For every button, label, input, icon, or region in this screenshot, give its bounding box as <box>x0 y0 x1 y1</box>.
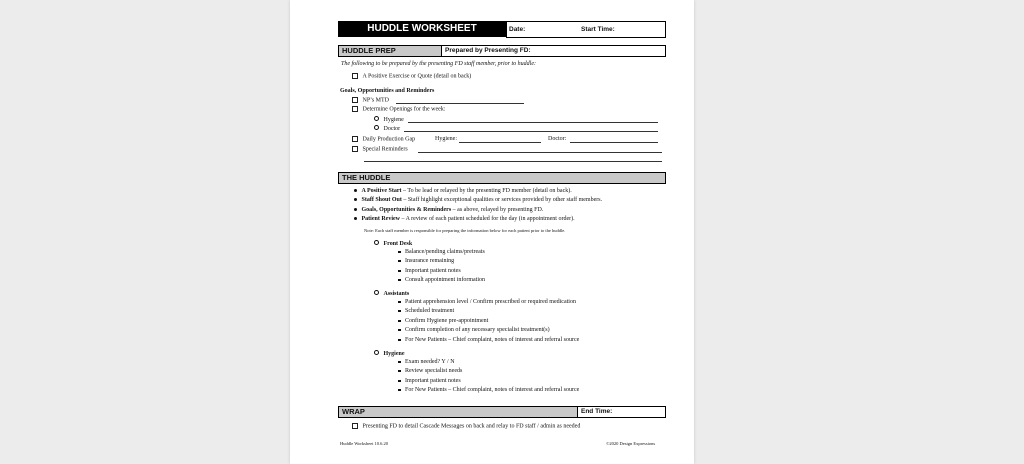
square-bullet-icon <box>398 370 401 373</box>
list-item: For New Patients – Chief complaint, notes of interest and referral source <box>398 337 579 344</box>
huddle-bullet: A Positive Start – To be lead or relayed by the presenting FD member (detail on back). <box>354 188 572 195</box>
hygiene-heading: Hygiene <box>374 350 405 358</box>
gap-doctor-label: Doctor: <box>548 136 567 142</box>
list-item: For New Patients – Chief complaint, notes of interest and referral source <box>398 387 579 394</box>
circle-bullet-icon <box>374 350 379 355</box>
square-bullet-icon <box>398 380 401 383</box>
list-item: Review specialist needs <box>398 368 462 375</box>
list-item: Insurance remaining <box>398 258 454 265</box>
list-item: Important patient notes <box>398 268 461 275</box>
list-item: Scheduled treatment <box>398 308 454 315</box>
title-fields-box <box>506 21 666 38</box>
huddle-bullet: Goals, Opportunities & Reminders – as above, relayed by presenting FD. <box>354 207 543 214</box>
huddle-prep-header <box>338 45 666 57</box>
prepared-by-label: Prepared by Presenting FD: <box>445 47 531 54</box>
list-item: Balance/pending claims/pretreats <box>398 249 485 256</box>
square-bullet-icon <box>398 301 401 304</box>
square-bullet-icon <box>398 251 401 254</box>
checkbox-icon <box>352 106 358 112</box>
openings-hygiene: Hygiene <box>374 116 404 124</box>
bullet-icon <box>354 217 357 220</box>
list-item: Exam needed? Y / N <box>398 359 455 366</box>
wrap-header <box>338 406 666 418</box>
the-huddle-header <box>338 172 666 184</box>
assistants-heading: Assistants <box>374 290 409 298</box>
list-item: Patient apprehension level / Confirm prescribed or required medication <box>398 299 576 306</box>
list-item: Important patient notes <box>398 378 461 385</box>
square-bullet-icon <box>398 270 401 273</box>
square-bullet-icon <box>398 329 401 332</box>
front-desk-heading: Front Desk <box>374 240 412 248</box>
gap-hygiene-label: Hygiene: <box>435 136 457 142</box>
positive-exercise-item: A Positive Exercise or Quote (detail on back) <box>352 73 471 80</box>
bullet-icon <box>354 198 357 201</box>
circle-bullet-icon <box>374 290 379 295</box>
goals-heading: Goals, Opportunities and Reminders <box>340 88 435 94</box>
checkbox-icon <box>352 423 358 429</box>
bullet-icon <box>354 208 357 211</box>
document-page <box>290 0 694 464</box>
date-label: Date: <box>509 26 526 33</box>
wrap-label: WRAP <box>342 407 365 416</box>
circle-bullet-icon <box>374 125 379 130</box>
huddle-prep-label: HUDDLE PREP <box>342 46 396 55</box>
list-item: Confirm Hygiene pre-appointment <box>398 318 488 325</box>
np-mtd-item: NP’s MTD <box>352 97 389 104</box>
daily-gap-item: Daily Production Gap <box>352 136 415 143</box>
circle-bullet-icon <box>374 240 379 245</box>
prep-intro: The following to be prepared by the presenting FD staff member, prior to huddle: <box>341 61 536 67</box>
worksheet-title: HUDDLE WORKSHEET <box>338 21 506 37</box>
footer-left: Huddle Worksheet 10.6.20 <box>340 441 389 446</box>
footer-right: ©2020 Design Expressions <box>606 441 656 446</box>
square-bullet-icon <box>398 260 401 263</box>
huddle-bullet: Staff Shout Out – Staff highlight exceptional qualities or services provided by other staff members. <box>354 197 602 204</box>
checkbox-icon <box>352 136 358 142</box>
huddle-bullet: Patient Review – A review of each patient scheduled for the day (in appointment order). <box>354 216 575 223</box>
wrap-item: Presenting FD to detail Cascade Messages on back and relay to FD staff / admin as needed <box>352 423 580 430</box>
list-item: Confirm completion of any necessary specialist treatment(s) <box>398 327 550 334</box>
bullet-icon <box>354 189 357 192</box>
openings-doctor: Doctor <box>374 125 400 133</box>
square-bullet-icon <box>398 310 401 313</box>
square-bullet-icon <box>398 320 401 323</box>
checkbox-icon <box>352 146 358 152</box>
the-huddle-label: THE HUDDLE <box>342 173 391 182</box>
huddle-note: Note: Each staff member is responsible for preparing the information below for each patient prior to the huddle. <box>364 228 566 233</box>
square-bullet-icon <box>398 361 401 364</box>
special-reminders-item: Special Reminders <box>352 146 408 153</box>
square-bullet-icon <box>398 389 401 392</box>
circle-bullet-icon <box>374 116 379 121</box>
end-time-label: End Time: <box>581 408 613 415</box>
list-item: Consult appointment information <box>398 277 485 284</box>
square-bullet-icon <box>398 279 401 282</box>
start-time-label: Start Time: <box>581 26 615 33</box>
checkbox-icon <box>352 97 358 103</box>
determine-openings-item: Determine Openings for the week: <box>352 106 445 113</box>
square-bullet-icon <box>398 339 401 342</box>
checkbox-icon <box>352 73 358 79</box>
